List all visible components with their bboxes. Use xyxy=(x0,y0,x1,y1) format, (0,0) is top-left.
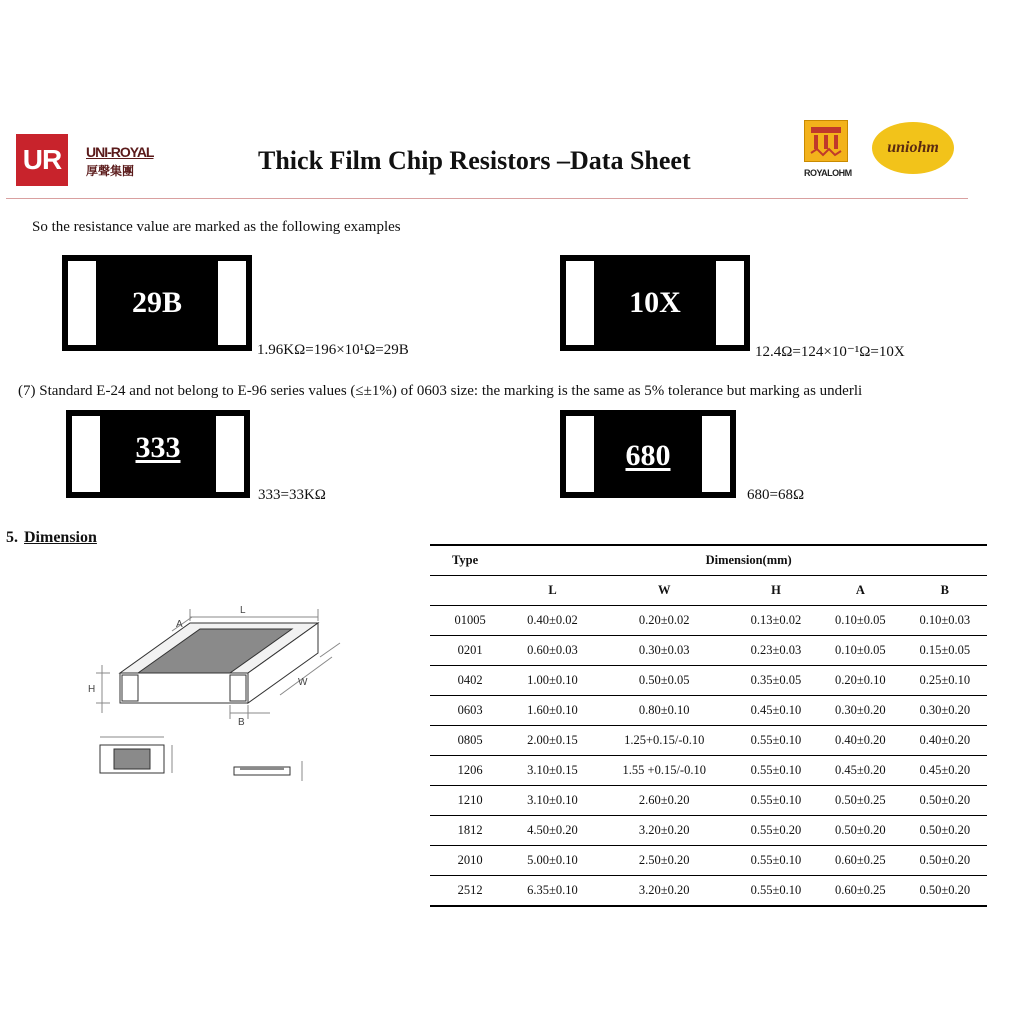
ur-logo: UR xyxy=(16,134,68,186)
table-cell: 0.55±0.20 xyxy=(734,816,818,846)
intro-text: So the resistance value are marked as the following examples xyxy=(32,219,401,235)
table-cell: 0.10±0.05 xyxy=(818,606,902,636)
chip-caption: 12.4Ω=124×10⁻¹Ω=10X xyxy=(755,344,905,360)
table-cell: 0.45±0.20 xyxy=(903,756,987,786)
table-cell: 0.50±0.20 xyxy=(903,786,987,816)
table-cell: 1.55 +0.15/-0.10 xyxy=(595,756,734,786)
table-cell: 0.20±0.02 xyxy=(595,606,734,636)
column-header-l: L xyxy=(510,576,594,606)
table-header-row xyxy=(430,545,987,576)
type-header: Type xyxy=(430,545,510,576)
table-cell-type: 1812 xyxy=(430,816,510,846)
table-cell: 0.35±0.05 xyxy=(734,666,818,696)
table-cell: 6.35±0.10 xyxy=(510,876,594,907)
table-cell: 0.50±0.25 xyxy=(818,786,902,816)
table-cell-type: 01005 xyxy=(430,606,510,636)
table-cell: 0.55±0.10 xyxy=(734,756,818,786)
table-row xyxy=(430,636,987,666)
section-number: 5. xyxy=(6,529,18,546)
royalohm-logo-text: ROYALOHM xyxy=(804,168,852,178)
column-header-h: H xyxy=(734,576,818,606)
diagram-label-h: H xyxy=(88,684,96,695)
table-cell-type: 0201 xyxy=(430,636,510,666)
header-divider xyxy=(6,198,968,199)
diagram-label-w: W xyxy=(298,677,308,688)
empty-header-cell xyxy=(430,576,510,606)
table-cell-type: 0402 xyxy=(430,666,510,696)
table-cell: 0.55±0.10 xyxy=(734,846,818,876)
table-cell: 0.50±0.20 xyxy=(903,816,987,846)
chip-code: 333 xyxy=(135,431,181,464)
table-cell: 0.15±0.05 xyxy=(903,636,987,666)
table-cell: 2.60±0.20 xyxy=(595,786,734,816)
chip-code: 29B xyxy=(131,286,182,319)
table-cell: 0.50±0.20 xyxy=(903,846,987,876)
table-cell: 0.40±0.20 xyxy=(903,726,987,756)
table-cell-type: 2010 xyxy=(430,846,510,876)
table-cell: 0.55±0.10 xyxy=(734,726,818,756)
table-cell: 3.20±0.20 xyxy=(595,816,734,846)
table-cell: 3.10±0.15 xyxy=(510,756,594,786)
chip-code: 10X xyxy=(629,286,681,319)
table-cell: 0.45±0.20 xyxy=(818,756,902,786)
table-cell-type: 0603 xyxy=(430,696,510,726)
table-cell: 4.50±0.20 xyxy=(510,816,594,846)
table-cell: 0.10±0.05 xyxy=(818,636,902,666)
table-cell: 0.60±0.03 xyxy=(510,636,594,666)
table-cell: 0.50±0.20 xyxy=(903,876,987,907)
table-row xyxy=(430,696,987,726)
table-cell: 0.45±0.10 xyxy=(734,696,818,726)
chip-marking-29b xyxy=(62,255,252,351)
table-row xyxy=(430,606,987,636)
table-row xyxy=(430,816,987,846)
table-cell: 0.80±0.10 xyxy=(595,696,734,726)
table-cell: 0.50±0.05 xyxy=(595,666,734,696)
table-row xyxy=(430,876,987,907)
table-cell: 0.40±0.02 xyxy=(510,606,594,636)
uniroyal-logo-top: UNI-ROYAL xyxy=(86,144,154,160)
chip-caption: 333=33KΩ xyxy=(258,487,326,503)
table-cell: 0.20±0.10 xyxy=(818,666,902,696)
royalohm-logo xyxy=(804,120,852,180)
table-row xyxy=(430,666,987,696)
table-cell: 1.60±0.10 xyxy=(510,696,594,726)
table-column-header-row xyxy=(430,576,987,606)
table-row xyxy=(430,756,987,786)
table-cell: 0.60±0.25 xyxy=(818,846,902,876)
table-cell: 0.13±0.02 xyxy=(734,606,818,636)
dimension-group-header: Dimension(mm) xyxy=(510,545,987,576)
table-cell-type: 1210 xyxy=(430,786,510,816)
table-row xyxy=(430,846,987,876)
dimension-table xyxy=(430,544,987,907)
table-cell: 1.25+0.15/-0.10 xyxy=(595,726,734,756)
chip-code: 680 xyxy=(625,439,671,472)
chip-marking-333 xyxy=(66,410,250,498)
royalohm-emblem-icon xyxy=(804,120,848,162)
section-heading xyxy=(6,529,97,547)
table-cell: 5.00±0.10 xyxy=(510,846,594,876)
table-cell: 0.55±0.10 xyxy=(734,786,818,816)
chip-caption: 680=68Ω xyxy=(747,487,805,503)
table-cell: 0.25±0.10 xyxy=(903,666,987,696)
table-cell: 0.55±0.10 xyxy=(734,876,818,907)
table-cell: 2.00±0.15 xyxy=(510,726,594,756)
table-cell-type: 0805 xyxy=(430,726,510,756)
table-cell: 3.10±0.10 xyxy=(510,786,594,816)
diagram-label-a: A xyxy=(176,619,183,630)
section-title: Dimension xyxy=(24,529,97,546)
rule-7-text: (7) Standard E-24 and not belong to E-96 series values (≤±1%) of 0603 size: the marking is the same as 5% tolerance but marking as underli xyxy=(18,383,863,399)
table-cell: 0.10±0.03 xyxy=(903,606,987,636)
chip-marking-10x xyxy=(560,255,750,351)
chip-dimension-diagram xyxy=(80,595,360,795)
table-cell: 0.30±0.20 xyxy=(903,696,987,726)
table-cell: 0.30±0.20 xyxy=(818,696,902,726)
table-cell: 3.20±0.20 xyxy=(595,876,734,907)
table-cell-type: 1206 xyxy=(430,756,510,786)
uniroyal-logo xyxy=(86,144,160,180)
table-cell: 0.23±0.03 xyxy=(734,636,818,666)
table-cell: 2.50±0.20 xyxy=(595,846,734,876)
table-cell: 0.30±0.03 xyxy=(595,636,734,666)
table-cell-type: 2512 xyxy=(430,876,510,907)
diagram-label-b: B xyxy=(238,717,245,728)
column-header-w: W xyxy=(595,576,734,606)
column-header-b: B xyxy=(903,576,987,606)
uniohm-logo-text: uniohm xyxy=(887,139,939,156)
column-header-a: A xyxy=(818,576,902,606)
chip-marking-680 xyxy=(560,410,736,498)
diagram-label-l: L xyxy=(240,605,246,616)
table-row xyxy=(430,786,987,816)
table-cell: 0.50±0.20 xyxy=(818,816,902,846)
chip-caption: 1.96KΩ=196×10¹Ω=29B xyxy=(257,342,409,358)
page-title: Thick Film Chip Resistors –Data Sheet xyxy=(258,146,691,175)
uniroyal-logo-bottom: 厚聲集團 xyxy=(86,164,135,178)
table-row xyxy=(430,726,987,756)
table-cell: 0.40±0.20 xyxy=(818,726,902,756)
uniohm-logo xyxy=(872,122,954,174)
table-cell: 0.60±0.25 xyxy=(818,876,902,907)
table-cell: 1.00±0.10 xyxy=(510,666,594,696)
